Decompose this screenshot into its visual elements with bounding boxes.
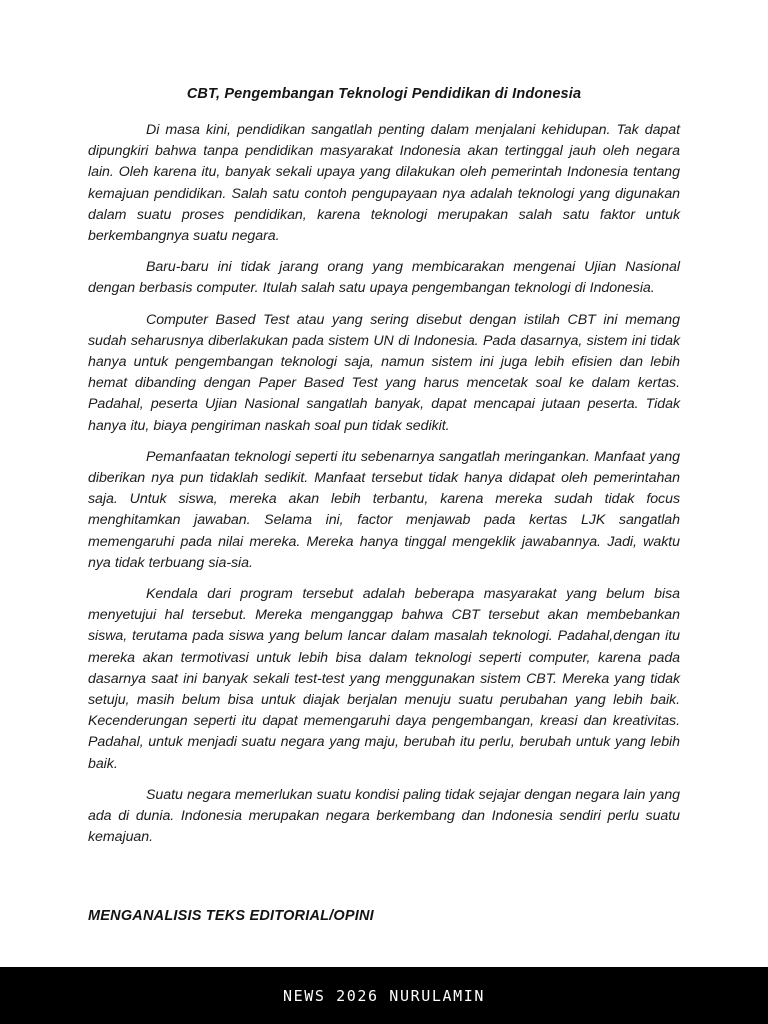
body-paragraph-2: Baru-baru ini tidak jarang orang yang membicarakan mengenai Ujian Nasional dengan berbasis computer. Itulah salah satu upaya pengembangan teknologi di Indonesia. (88, 259, 680, 297)
body-paragraph-3: Computer Based Test atau yang sering disebut dengan istilah CBT ini memang sudah seharusnya diberlakukan pada sistem UN di Indonesia. Pada dasarnya, sistem ini tidak hanya untuk pengembangan teknologi saja, namun sistem ini juga lebih efisien dan lebih hemat dibanding dengan Paper Based Test yang harus mencetak soal ke dalam kertas. Padahal, peserta Ujian Nasional sangatlah banyak, dapat mencapai jutaan peserta. Tidak hanya itu, biaya pengiriman naskah soal pun tidak sedikit. (88, 311, 680, 434)
body-paragraph-1: Di masa kini, pendidikan sangatlah penting dalam menjalani kehidupan. Tak dapat dipungkiri bahwa tanpa pendidikan masyarakat Indonesia akan tertinggal jauh oleh negara lain. Oleh karena itu, banyak sekali upaya yang dilakukan oleh pemerintah Indonesia tentang kemajuan pendidikan. Salah satu contoh pengupayaan nya adalah teknologi yang digunakan dalam suatu proses pendidikan, karena teknologi merupakan salah satu faktor untuk berkembangnya suatu negara. (88, 122, 680, 245)
body-paragraph-6: Suatu negara memerlukan suatu kondisi paling tidak sejajar dengan negara lain yang ada di dunia. Indonesia merupakan negara berkembang dan Indonesia sendiri perlu suatu kemajuan. (88, 786, 680, 846)
section-heading: MENGANALISIS TEKS EDITORIAL/OPINI (88, 908, 374, 924)
document-body (88, 84, 680, 849)
body-paragraph-5: Kendala dari program tersebut adalah beberapa masyarakat yang belum bisa menyetujui hal tersebut. Mereka menganggap bahwa CBT tersebut akan membebankan siswa, terutama pada siswa yang belum lancar dalam masalah teknologi. Padahal,dengan itu mereka akan termotivasi untuk lebih bisa dalam teknologi seperti computer, karena pada dasarnya saat ini banyak sekali test-test yang menggunakan sistem CBT. Mereka yang tidak setuju, masih belum bisa untuk diajak berjalan menuju suatu perubahan yang lebih baik. Kecenderungan seperti itu dapat memengaruhi daya pengembangan, kreasi dan kreativitas. Padahal, untuk menjadi suatu negara yang maju, berubah itu perlu, berubah untuk yang lebih baik. (88, 586, 680, 772)
body-paragraph-4: Pemanfaatan teknologi seperti itu sebenarnya sangatlah meringankan. Manfaat yang diberikan nya pun tidaklah sedikit. Manfaat tersebut tidak hanya didapat oleh pemerintahan saja. Untuk siswa, mereka akan lebih terbantu, karena mereka sudah tidak focus menghitamkan jawaban. Selama ini, factor menjawab pada kertas LJK sangatlah memengaruhi pada nilai mereka. Mereka hanya tinggal mengeklik jawabannya. Jadi, waktu nya tidak terbuang sia-sia. (88, 448, 680, 571)
document-title: CBT, Pengembangan Teknologi Pendidikan di Indonesia (186, 86, 582, 102)
footer-bar (0, 967, 768, 1024)
footer-watermark-text: NEWS 2026 NURULAMIN (283, 986, 485, 1005)
